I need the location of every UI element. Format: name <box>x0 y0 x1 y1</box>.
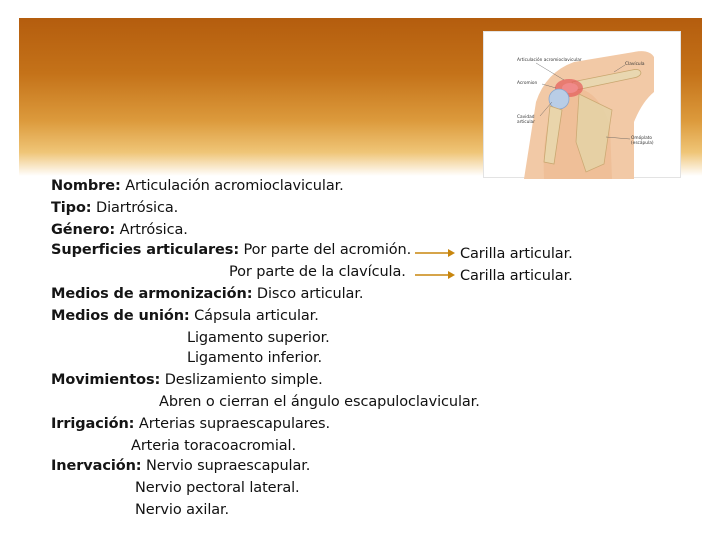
movimientos-value-2: Abren o cierran el ángulo escapuloclavicular. <box>159 394 480 410</box>
nombre-value: Articulación acromioclavicular. <box>125 178 344 194</box>
armonizacion-value: Disco articular. <box>256 286 364 302</box>
label-acromioclavicular: Articulación acromioclavicular <box>517 58 582 63</box>
line-superficies <box>51 241 411 259</box>
tipo-label: Tipo: <box>51 200 92 216</box>
label-omoplato: Omóplato <box>631 136 653 141</box>
superficies-result-2: Carilla articular. <box>460 268 573 284</box>
shoulder-anatomy-image <box>483 31 681 178</box>
union-value-3: Ligamento inferior. <box>187 350 323 366</box>
irrigacion-value-1: Arterias supraescapulares. <box>138 416 330 432</box>
arrow-icon <box>414 248 456 258</box>
nombre-label: Nombre: <box>51 178 121 194</box>
irrigacion-value-2: Arteria toracoacromial. <box>131 438 296 454</box>
line-union <box>51 307 319 325</box>
inervacion-value-2: Nervio pectoral lateral. <box>135 480 300 496</box>
genero-value: Artrósica. <box>119 222 188 238</box>
label-acromion: Acromion <box>517 81 538 86</box>
shoulder-illustration <box>484 32 682 179</box>
union-value-1: Cápsula articular. <box>194 308 319 324</box>
label-clavicula: Clavícula <box>625 62 645 67</box>
irrigacion-label: Irrigación: <box>51 416 135 432</box>
inervacion-value-1: Nervio supraescapular. <box>146 458 311 474</box>
arrow-icon <box>414 270 456 280</box>
label-articular: articular <box>517 120 535 125</box>
superficies-value-2: Por parte de la clavícula. <box>229 264 406 280</box>
line-inervacion <box>51 457 310 475</box>
line-armonizacion <box>51 285 363 303</box>
inervacion-value-3: Nervio axilar. <box>135 502 230 518</box>
armonizacion-label: Medios de armonización: <box>51 286 253 302</box>
union-label: Medios de unión: <box>51 308 190 324</box>
label-escapula: (escápula) <box>631 141 654 146</box>
movimientos-label: Movimientos: <box>51 372 161 388</box>
label-cavidad: Cavidad <box>517 115 535 120</box>
line-genero <box>51 221 188 239</box>
superficies-result-1: Carilla articular. <box>460 246 573 262</box>
line-tipo <box>51 199 178 217</box>
inervacion-label: Inervación: <box>51 458 142 474</box>
tipo-value: Diartrósica. <box>96 200 179 216</box>
superficies-label: Superficies articulares: <box>51 242 240 258</box>
union-value-2: Ligamento superior. <box>187 330 330 346</box>
line-nombre <box>51 177 344 195</box>
line-irrigacion <box>51 415 330 433</box>
superficies-value-1: Por parte del acromión. <box>243 242 412 258</box>
genero-label: Género: <box>51 222 116 238</box>
line-movimientos <box>51 371 323 389</box>
movimientos-value-1: Deslizamiento simple. <box>164 372 323 388</box>
